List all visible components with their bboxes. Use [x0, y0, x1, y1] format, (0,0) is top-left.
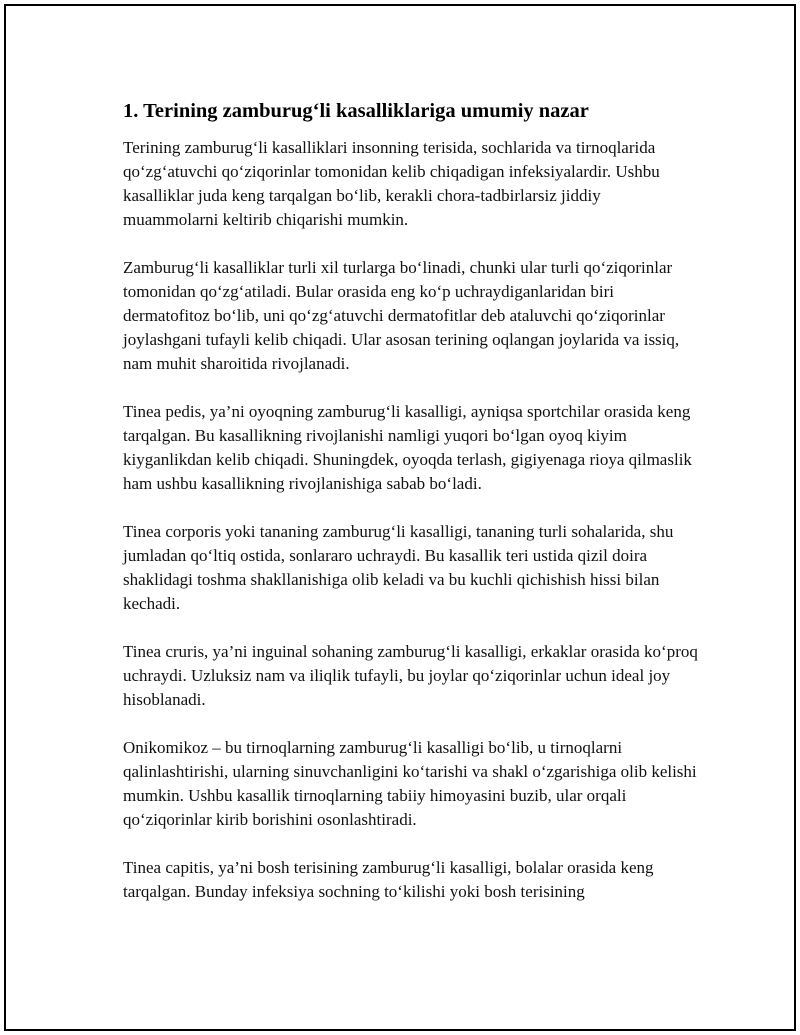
paragraph-tinea-cruris: Tinea cruris, ya’ni inguinal sohaning zamburug‘li kasalligi, erkaklar orasida ko‘proq uchraydi. Uzluksiz nam va iliqlik tufayli, bu joylar qo‘ziqorinlar uchun ideal joy hisoblanadi. — [123, 642, 698, 709]
paragraph-onychomycosis: Onikomikoz – bu tirnoqlarning zamburug‘li kasalligi bo‘lib, u tirnoqlarni qalinlashtirishi, ularning sinuvchanligini ko‘tarishi va shakl o‘zgarishiga olib kelishi mumkin. Ushbu kasallik tirnoqlarning tabiiy himoyasini buzib, ular orqali qo‘ziqorinlar kirib borishini osonlashtiradi. — [123, 738, 697, 829]
paragraph-tinea-pedis: Tinea pedis, ya’ni oyoqning zamburug‘li kasalligi, ayniqsa sportchilar orasida keng tarqalgan. Bu kasallikning rivojlanishi namligi yuqori bo‘lgan oyoq kiyim kiyganlikdan kelib chiqadi. Shuningdek, oyoqda terlash, gigiyenaga rioya qilmaslik ham ushbu kasallikning rivojlanishiga sabab bo‘ladi. — [123, 402, 692, 493]
page-frame — [4, 4, 796, 1031]
paragraph-intro: Terining zamburug‘li kasalliklari insonning terisida, sochlarida va tirnoqlarida qo‘zg‘atuvchi qo‘ziqorinlar tomonidan kelib chiqadigan infeksiyalardir. Ushbu kasalliklar juda keng tarqalgan bo‘lib, kerakli chora-tadbirlarsiz jiddiy muammolarni keltirib chiqarishi mumkin. — [123, 138, 660, 229]
paragraph-tinea-corporis: Tinea corporis yoki tananing zamburug‘li kasalligi, tananing turli sohalarida, shu jumladan qo‘ltiq ostida, sonlararo uchraydi. Bu kasallik teri ustida qizil doira shaklidagi toshma shakllanishiga olib keladi va bu kuchli qichishish hissi bilan kechadi. — [123, 522, 674, 613]
section-heading: 1. Terining zamburug‘li kasalliklariga umumiy nazar — [123, 100, 589, 122]
paragraph-tinea-capitis: Tinea capitis, ya’ni bosh terisining zamburug‘li kasalligi, bolalar orasida keng tarqalgan. Bunday infeksiya sochning to‘kilishi yoki bosh terisining — [123, 858, 654, 901]
document-body — [120, 98, 700, 928]
paragraph-types: Zamburug‘li kasalliklar turli xil turlarga bo‘linadi, chunki ular turli qo‘ziqorinlar tomonidan qo‘zg‘atiladi. Bular orasida eng ko‘p uchraydiganlaridan biri dermatofitoz bo‘lib, uni qo‘zg‘atuvchi dermatofitlar deb ataluvchi qo‘ziqorinlar joylashgani tufayli kelib chiqadi. Ular asosan terining oqlangan joylarida va issiq, nam muhit sharoitida rivojlanadi. — [123, 258, 680, 373]
